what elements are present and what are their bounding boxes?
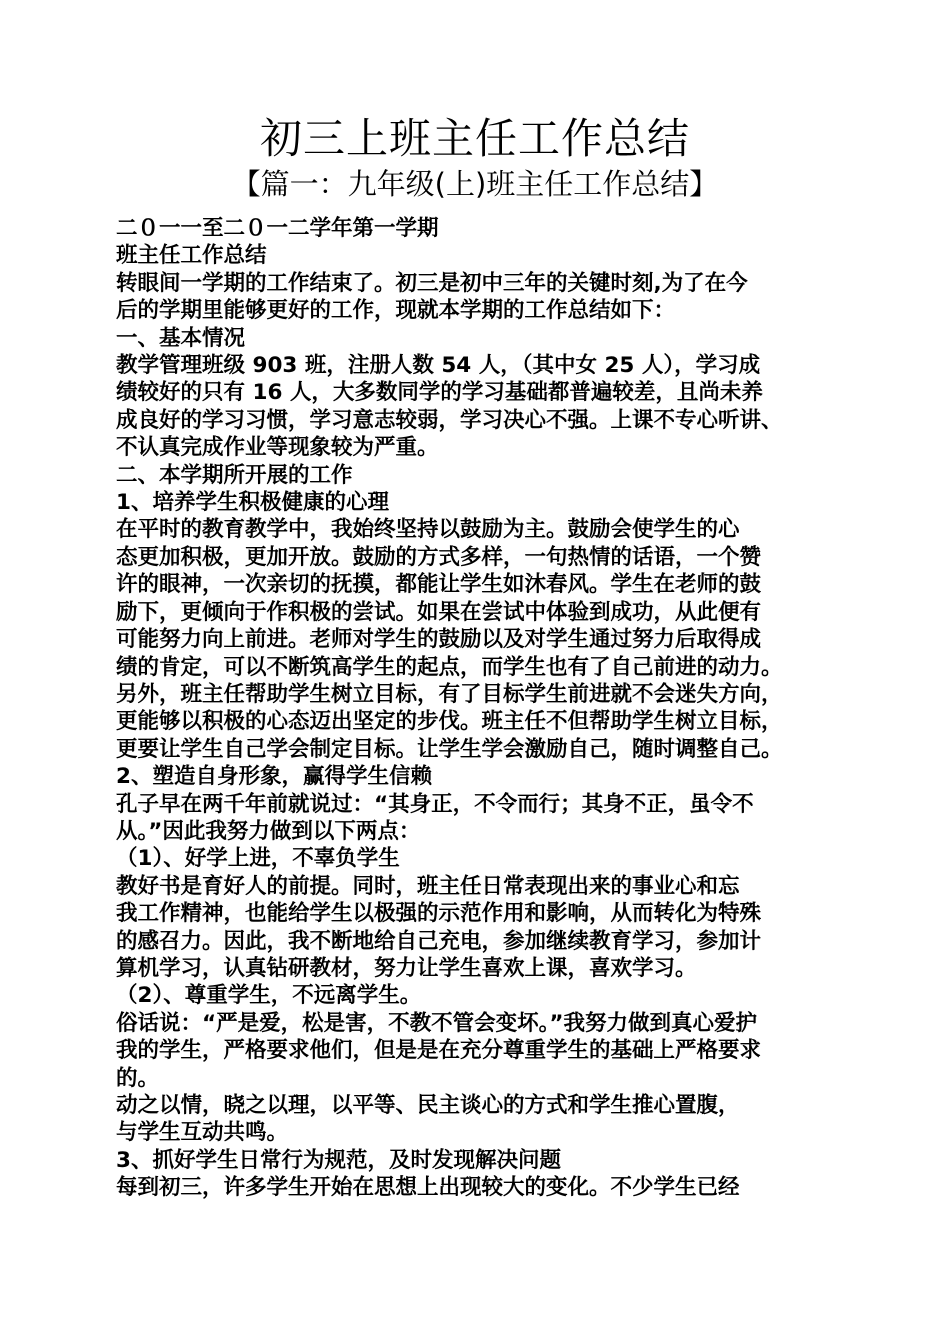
body-line: 3、抓好学生日常行为规范，及时发现解决问题 — [116, 1147, 561, 1173]
body-line: 可能努力向上前进。老师对学生的鼓励以及对学生通过努力后取得成 — [116, 627, 762, 653]
body-line: 孔子早在两千年前就说过：“其身正，不令而行；其身不正，虽令不 — [116, 791, 754, 817]
body-line: 与学生互动共鸣。 — [116, 1120, 289, 1146]
body-line: 更要让学生自己学会制定目标。让学生学会激励自己，随时调整自己。 — [116, 736, 783, 762]
body-line: 教学管理班级 903 班，注册人数 54 人，（其中女 25 人），学习成 — [116, 353, 761, 379]
body-line: 许的眼神，一次亲切的抚摸，都能让学生如沐春风。学生在老师的鼓 — [116, 572, 762, 598]
body-line: 在平时的教育教学中，我始终坚持以鼓励为主。鼓励会使学生的心 — [116, 517, 740, 543]
body-line: 励下，更倾向于作积极的尝试。如果在尝试中体验到成功，从此便有 — [116, 599, 762, 625]
body-line: 教好书是育好人的前提。同时，班主任日常表现出来的事业心和忘 — [116, 873, 740, 899]
body-line: 的感召力。因此，我不断地给自己充电，参加继续教育学习，参加计 — [116, 928, 762, 954]
body-line: 不认真完成作业等现象较为严重。 — [116, 435, 439, 461]
body-line: 的。 — [116, 1065, 160, 1091]
document-body — [116, 215, 846, 1202]
body-line: 更能够以积极的心态迈出坚定的步伐。班主任不但帮助学生树立目标， — [116, 709, 783, 735]
body-line: 2、塑造自身形象，赢得学生信赖 — [116, 764, 432, 790]
body-line: 成良好的学习习惯，学习意志较弱，学习决心不强。上课不专心听讲、 — [116, 407, 783, 433]
body-line: 二０一一至二０一二学年第一学期 — [116, 216, 439, 241]
body-line: 态更加积极，更加开放。鼓励的方式多样，一句热情的话语，一个赞 — [116, 544, 762, 570]
body-line: 班主任工作总结 — [116, 243, 267, 269]
body-line: 每到初三，许多学生开始在思想上出现较大的变化。不少学生已经 — [116, 1175, 740, 1201]
body-line: 绩的肯定，可以不断筑高学生的起点，而学生也有了自己前进的动力。 — [116, 654, 783, 680]
body-line: 我的学生，严格要求他们，但是是在充分尊重学生的基础上严格要求 — [116, 1038, 762, 1064]
body-line: 后的学期里能够更好的工作，现就本学期的工作总结如下： — [116, 298, 676, 324]
document-title: 初三上班主任工作总结 — [259, 114, 690, 163]
document-subtitle: 【篇一：九年级(上)班主任工作总结】 — [231, 167, 719, 201]
body-line: 一、基本情况 — [116, 325, 246, 351]
body-line: 1、培养学生积极健康的心理 — [116, 490, 389, 516]
body-line: 从。”因此我努力做到以下两点： — [116, 818, 421, 844]
body-line: 算机学习，认真钻研教材，努力让学生喜欢上课，喜欢学习。 — [116, 955, 697, 981]
body-line: 我工作精神，也能给学生以极强的示范作用和影响，从而转化为特殊 — [116, 901, 762, 927]
body-line: 绩较好的只有 16 人，大多数同学的学习基础都普遍较差，且尚未养 — [116, 380, 763, 406]
body-line: 动之以情，晓之以理，以平等、民主谈心的方式和学生推心置腹， — [116, 1093, 740, 1118]
body-line: 二、本学期所开展的工作 — [116, 462, 353, 488]
body-line: 转眼间一学期的工作结束了。初三是初中三年的关键时刻,为了在今 — [116, 270, 748, 296]
body-line: 另外，班主任帮助学生树立目标，有了目标学生前进就不会迷失方向， — [116, 681, 783, 707]
body-line: 俗话说：“严是爱，松是害，不教不管会变坏。”我努力做到真心爱护 — [116, 1010, 758, 1036]
body-line: （1）、好学上进，不辜负学生 — [116, 846, 400, 872]
body-line: （2）、尊重学生，不远离学生。 — [116, 983, 422, 1009]
